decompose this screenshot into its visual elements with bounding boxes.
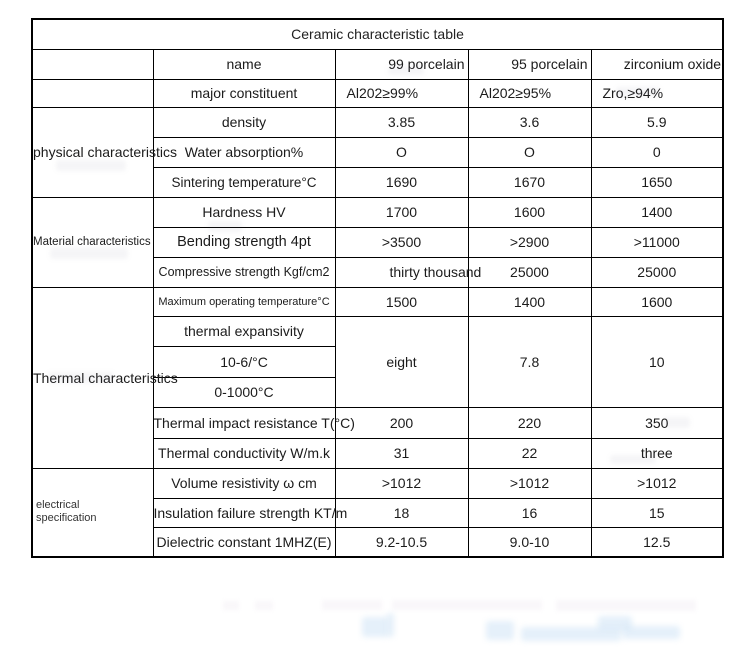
compressive-99: thirty thousand [335, 257, 468, 287]
expansivity-99: eight [335, 316, 468, 407]
bending-zro: >11000 [591, 227, 723, 257]
resistivity-95: >1012 [468, 468, 591, 498]
water-95: O [468, 137, 591, 167]
bending-label: Bending strength 4pt [153, 227, 335, 257]
constituent-99: Al202≥99% [335, 79, 468, 107]
conductivity-99: 31 [335, 438, 468, 468]
hardness-99: 1700 [335, 197, 468, 227]
conductivity-zro: three [591, 438, 723, 468]
hardness-zro: 1400 [591, 197, 723, 227]
sintering-95: 1670 [468, 167, 591, 197]
expansivity-unit-label: 10-6/°C [153, 346, 335, 377]
density-99: 3.85 [335, 107, 468, 137]
maxtemp-zro: 1600 [591, 287, 723, 316]
artifact-smudge [56, 160, 126, 171]
hardness-label: Hardness HV [153, 197, 335, 227]
bending-99: >3500 [335, 227, 468, 257]
group-physical-characteristics: physical characteristics [32, 107, 153, 197]
group-material-characteristics: Material characteristics [32, 197, 153, 287]
artifact-band [223, 601, 239, 610]
header-col-95-porcelain: 95 porcelain [468, 49, 591, 79]
artifact-band [392, 600, 542, 610]
impact-zro: 350 [591, 407, 723, 438]
water-zro: 0 [591, 137, 723, 167]
dielectric-zro: 12.5 [591, 527, 723, 557]
thermal-impact-label: Thermal impact resistance T(°C) [153, 407, 335, 438]
density-95: 3.6 [468, 107, 591, 137]
insulation-99: 18 [335, 498, 468, 527]
conductivity-95: 22 [468, 438, 591, 468]
ceramic-characteristic-table [31, 18, 724, 558]
maxtemp-99: 1500 [335, 287, 468, 316]
artifact-smudge [48, 372, 114, 383]
compressive-label: Compressive strength Kgf/cm2 [153, 257, 335, 287]
max-operating-temp-label: Maximum operating temperature°C [153, 287, 335, 316]
thermal-expansivity-label: thermal expansivity [153, 316, 335, 346]
dielectric-constant-label: Dielectric constant 1MHZ(E) [153, 527, 335, 557]
dielectric-95: 9.0-10 [468, 527, 591, 557]
artifact-smudge [388, 66, 424, 75]
maxtemp-95: 1400 [468, 287, 591, 316]
insulation-95: 16 [468, 498, 591, 527]
group-electrical-specification [32, 468, 153, 557]
artifact-smudge [616, 87, 660, 97]
constituent-label: major constituent [153, 79, 335, 107]
water-99: O [335, 137, 468, 167]
sintering-99: 1690 [335, 167, 468, 197]
electrical-line2: specification [36, 512, 97, 525]
dielectric-99: 9.2-10.5 [335, 527, 468, 557]
artifact-smudge [50, 248, 128, 259]
resistivity-99: >1012 [335, 468, 468, 498]
water-absorption-label: Water absorption% [153, 137, 335, 167]
insulation-strength-label: Insulation failure strength KT/m [153, 498, 335, 527]
constituent-zro: Zro,≥94% [591, 79, 723, 107]
compressive-95: 25000 [468, 257, 591, 287]
header-col-99-porcelain: 99 porcelain [335, 49, 468, 79]
artifact-band [556, 600, 696, 611]
impact-95: 220 [468, 407, 591, 438]
artifact-smudge [610, 455, 656, 464]
compressive-zro: 25000 [591, 257, 723, 287]
expansivity-range-label: 0-1000°C [153, 377, 335, 407]
resistivity-zro: >1012 [591, 468, 723, 498]
thermal-conductivity-label: Thermal conductivity W/m.k [153, 438, 335, 468]
artifact-watermark [622, 626, 680, 639]
empty-cell [32, 49, 153, 79]
group-thermal-characteristics: Thermal characteristics [32, 287, 153, 468]
density-zro: 5.9 [591, 107, 723, 137]
artifact-watermark [362, 617, 388, 637]
volume-resistivity-label: Volume resistivity ω cm [153, 468, 335, 498]
sintering-label: Sintering temperature°C [153, 167, 335, 197]
artifact-watermark [387, 613, 394, 637]
empty-cell [32, 79, 153, 107]
table-title: Ceramic characteristic table [32, 19, 723, 49]
bending-95: >2900 [468, 227, 591, 257]
impact-99: 200 [335, 407, 468, 438]
artifact-watermark [486, 621, 514, 640]
artifact-smudge [664, 417, 690, 428]
artifact-smudge [208, 221, 242, 232]
insulation-zro: 15 [591, 498, 723, 527]
expansivity-zro: 10 [591, 316, 723, 407]
artifact-band [322, 600, 382, 610]
constituent-95: Al202≥95% [468, 79, 591, 107]
density-label: density [153, 107, 335, 137]
artifact-band [255, 601, 273, 610]
hardness-95: 1600 [468, 197, 591, 227]
electrical-line1: electrical [36, 499, 80, 512]
expansivity-95: 7.8 [468, 316, 591, 407]
header-col-zirconium-oxide: zirconium oxide [591, 49, 723, 79]
header-name-label: name [153, 49, 335, 79]
sintering-zro: 1650 [591, 167, 723, 197]
